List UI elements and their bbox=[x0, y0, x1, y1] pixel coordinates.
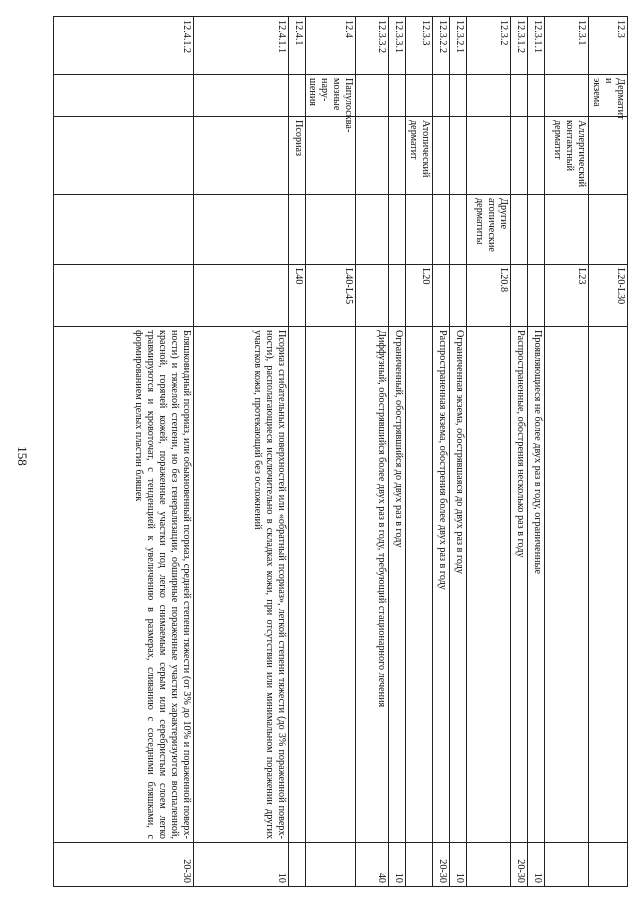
table-row bbox=[450, 17, 467, 887]
subdisease-cell bbox=[545, 195, 589, 265]
code-cell: 12.3.3.2 bbox=[356, 17, 389, 75]
icd-code-cell bbox=[356, 265, 389, 327]
percent-cell: 10 bbox=[450, 843, 467, 887]
disease-cell: Атопический дерматит bbox=[406, 117, 433, 195]
icd-code-cell: L40-L45 bbox=[305, 265, 356, 327]
code-cell: 12.3 bbox=[589, 17, 628, 75]
group-cell bbox=[406, 75, 433, 117]
icd-code-cell: L20.8 bbox=[467, 265, 511, 327]
icd-code-cell bbox=[53, 265, 193, 327]
code-cell: 12.3.2.1 bbox=[450, 17, 467, 75]
subdisease-cell bbox=[193, 195, 288, 265]
disease-cell bbox=[53, 117, 193, 195]
icd-code-cell bbox=[193, 265, 288, 327]
description-cell: Ограниченный, обострявшийся до двух раз в году bbox=[389, 327, 406, 843]
icd-code-cell bbox=[511, 265, 528, 327]
disease-cell bbox=[356, 117, 389, 195]
code-cell: 12.3.1.2 bbox=[511, 17, 528, 75]
percent-cell: 10 bbox=[389, 843, 406, 887]
disease-cell bbox=[589, 117, 628, 195]
subdisease-cell bbox=[433, 195, 450, 265]
disease-cell: Псориаз bbox=[288, 117, 305, 195]
table-row bbox=[511, 17, 528, 887]
code-cell: 12.3.2 bbox=[467, 17, 511, 75]
code-cell: 12.4.1.2 bbox=[53, 17, 193, 75]
code-cell: 12.3.1 bbox=[545, 17, 589, 75]
subdisease-cell bbox=[288, 195, 305, 265]
group-cell bbox=[193, 75, 288, 117]
percent-cell bbox=[467, 843, 511, 887]
code-cell: 12.4.1.1 bbox=[193, 17, 288, 75]
table-row bbox=[589, 17, 628, 887]
group-cell bbox=[356, 75, 389, 117]
icd-code-cell: L23 bbox=[545, 265, 589, 327]
description-cell: Распространенные, обострения несколько раз в году bbox=[511, 327, 528, 843]
subdisease-cell bbox=[406, 195, 433, 265]
table-row bbox=[53, 17, 193, 887]
subdisease-cell bbox=[528, 195, 545, 265]
disability-codes-table bbox=[53, 16, 628, 887]
table-row bbox=[356, 17, 389, 887]
percent-cell bbox=[545, 843, 589, 887]
subdisease-cell: Другие атопические дерматиты bbox=[467, 195, 511, 265]
group-cell: Папулосквамозные нарушения bbox=[305, 75, 356, 117]
group-cell bbox=[545, 75, 589, 117]
group-cell bbox=[511, 75, 528, 117]
subdisease-cell bbox=[356, 195, 389, 265]
description-cell bbox=[305, 327, 356, 843]
subdisease-cell bbox=[305, 195, 356, 265]
code-cell: 12.4 bbox=[305, 17, 356, 75]
disease-cell bbox=[433, 117, 450, 195]
disease-cell bbox=[467, 117, 511, 195]
table-row bbox=[545, 17, 589, 887]
code-cell: 12.3.2.2 bbox=[433, 17, 450, 75]
group-cell bbox=[528, 75, 545, 117]
table-row bbox=[389, 17, 406, 887]
icd-code-cell: L20 bbox=[406, 265, 433, 327]
group-cell bbox=[450, 75, 467, 117]
description-cell: Псориаз сгибательных поверхностей или «обратный псориаз», легкой степени тяжести (до 3% пораженной поверхности), располагающиеся исключительно в складках кожи, при отсутствии или минимальном поражении других участков кожи, протекающий без осложнений bbox=[193, 327, 288, 843]
group-cell bbox=[288, 75, 305, 117]
subdisease-cell bbox=[53, 195, 193, 265]
disease-cell bbox=[528, 117, 545, 195]
percent-cell bbox=[406, 843, 433, 887]
percent-cell: 20-30 bbox=[53, 843, 193, 887]
subdisease-cell bbox=[589, 195, 628, 265]
code-cell: 12.3.1.1 bbox=[528, 17, 545, 75]
description-cell bbox=[288, 327, 305, 843]
table-row bbox=[528, 17, 545, 887]
percent-cell bbox=[305, 843, 356, 887]
page-number: 158 bbox=[15, 446, 30, 466]
group-cell bbox=[433, 75, 450, 117]
code-cell: 12.3.3 bbox=[406, 17, 433, 75]
group-cell bbox=[467, 75, 511, 117]
code-cell: 12.4.1 bbox=[288, 17, 305, 75]
description-cell: Ограниченная экзема, обострявшаяся до двух раз в году bbox=[450, 327, 467, 843]
subdisease-cell bbox=[389, 195, 406, 265]
table-row bbox=[288, 17, 305, 887]
icd-code-cell: L20-L30 bbox=[589, 265, 628, 327]
description-cell: Проявляющиеся не более двух раз в году, ограниченные bbox=[528, 327, 545, 843]
percent-cell bbox=[589, 843, 628, 887]
icd-code-cell bbox=[389, 265, 406, 327]
table-body bbox=[53, 17, 627, 887]
description-cell: Диффузный, обострявшийся более двух раз в году, требующий стационарного лечения bbox=[356, 327, 389, 843]
table-row bbox=[305, 17, 356, 887]
percent-cell: 20-30 bbox=[433, 843, 450, 887]
disease-cell bbox=[389, 117, 406, 195]
table-row bbox=[193, 17, 288, 887]
table-row bbox=[433, 17, 450, 887]
icd-code-cell: L40 bbox=[288, 265, 305, 327]
table-row bbox=[467, 17, 511, 887]
group-cell bbox=[53, 75, 193, 117]
subdisease-cell bbox=[450, 195, 467, 265]
description-cell: Распространенная экзема, обострения более двух раз в году bbox=[433, 327, 450, 843]
percent-cell: 10 bbox=[528, 843, 545, 887]
percent-cell bbox=[288, 843, 305, 887]
description-cell bbox=[545, 327, 589, 843]
disease-cell bbox=[193, 117, 288, 195]
description-cell: Бляшковидный псориаз, или обыкновенный псориаз, средней степени тяжести (от 3% до 10% и пораженной поверхности) и тяжелой степени, но без генерализации, обширные пораженные участки характеризуются воспаленной, красной, горячей кожей, пораженные участки под легко снимаемым серым или серебристым слоем легко травмируются и кровоточат, с тенденцией к увеличению в размерах, сливанию с соседними бляшками, с формированием целых пластин бляшек bbox=[53, 327, 193, 843]
icd-code-cell bbox=[528, 265, 545, 327]
table-row bbox=[406, 17, 433, 887]
icd-code-cell bbox=[433, 265, 450, 327]
disease-cell: Аллергический контактный дерматит bbox=[545, 117, 589, 195]
disease-cell bbox=[511, 117, 528, 195]
group-cell bbox=[389, 75, 406, 117]
description-cell bbox=[467, 327, 511, 843]
description-cell bbox=[406, 327, 433, 843]
icd-code-cell bbox=[450, 265, 467, 327]
disease-cell bbox=[450, 117, 467, 195]
group-cell: Дерматит и экзема bbox=[589, 75, 628, 117]
percent-cell: 10 bbox=[193, 843, 288, 887]
description-cell bbox=[589, 327, 628, 843]
percent-cell: 20-30 bbox=[511, 843, 528, 887]
subdisease-cell bbox=[511, 195, 528, 265]
code-cell: 12.3.3.1 bbox=[389, 17, 406, 75]
rotated-page bbox=[68, 16, 628, 886]
percent-cell: 40 bbox=[356, 843, 389, 887]
